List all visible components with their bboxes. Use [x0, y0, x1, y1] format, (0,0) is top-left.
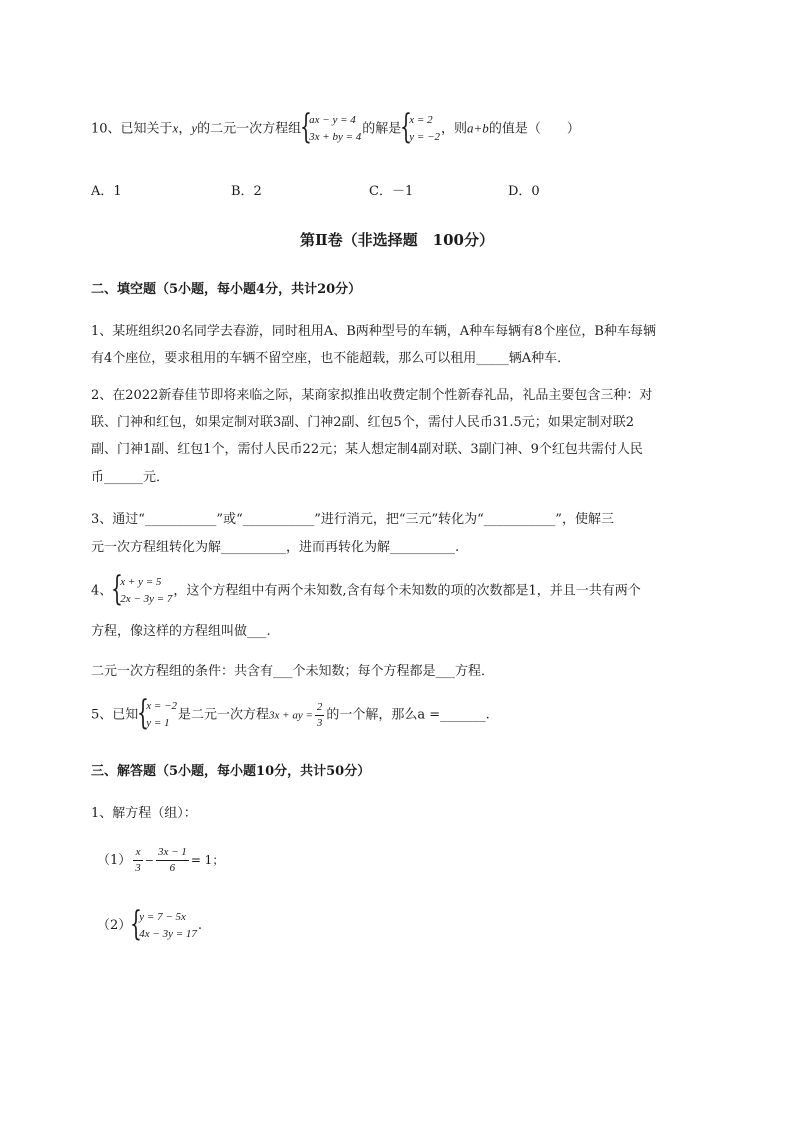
q10-end: 的值是（ ） [488, 121, 580, 137]
fill4-equation-system [113, 574, 172, 608]
solve1-f2-den: 6 [169, 862, 176, 874]
q10-eq2: 3x + by = 4 [309, 131, 362, 143]
section3-title: 三、解答题（5小题，每小题10分，共计50分） [91, 764, 371, 779]
fill1-line2: 有4个座位，要求租用的车辆不留空座，也不能超载，那么可以租用_____辆A种车． [91, 351, 571, 366]
var-x: x [172, 120, 179, 136]
solve1-fraction2 [156, 845, 189, 876]
q10-mid: 的二元一次方程组 [197, 121, 302, 137]
fill5-fraction-den: 3 [316, 716, 323, 729]
fill5-mid: 是二元一次方程 [178, 707, 270, 723]
solve1-f1-den: 3 [135, 862, 141, 874]
fill5-eq1: { x = −2 [146, 700, 178, 712]
fill5-eq2: y = 1 [146, 717, 170, 729]
solve1-f2-num: 3x − 1 [156, 845, 189, 861]
solve1-p2-eq2: 4x − 3y = 17 [139, 927, 197, 940]
q10-s2: y = −2 [409, 131, 441, 143]
solve1-f1-num: x [133, 845, 143, 861]
fill2-line4: 币______元． [91, 470, 170, 485]
fill4-line2: 方程，像这样的方程组叫做___. [91, 624, 271, 639]
fill2-line3: 副、门神1副、红包1个，需付人民币22元；某人想定制4副对联、3副门神、9个红包共需付人民 [91, 442, 643, 457]
option-a: A．1 [91, 184, 122, 199]
fill4-prefix: 4、 [91, 583, 113, 599]
fill3-line1: 3、通过“___________”或“___________”进行消元，把“三元”转化为“___________”，使解三 [91, 512, 614, 527]
fill5-prefix: 5、已知 [91, 707, 139, 723]
solve1-part2-label: （2） [97, 918, 132, 933]
var-ab: a+b [467, 120, 489, 136]
q10-solution-system [402, 112, 440, 146]
fill5-suffix: 的一个解，那么a =_______. [326, 707, 490, 723]
fill4-eq2: 2x − 3y = 7 [120, 593, 173, 605]
q10-prefix: 10、已知关于 [91, 121, 173, 137]
section2-title: 二、填空题（5小题，每小题4分，共计20分） [91, 282, 362, 297]
option-d: D．0 [508, 184, 540, 199]
var-y: y [191, 120, 198, 136]
fill2-line2: 联、门神和红包，如果定制对联3副、门神2副、红包5个，需付人民币31.5元；如果定制对联2 [91, 415, 635, 430]
solve1-rest: = 1； [190, 853, 225, 867]
solve1-p2-end: . [197, 918, 203, 933]
fill5-equation: 3x + ay = [269, 709, 313, 722]
q10-s1: { x = 2 [409, 114, 433, 126]
fill4-line3: 二元一次方程组的条件：共含有___个未知数；每个方程都是___方程． [91, 664, 495, 679]
fill3-line2: 元一次方程组转化为解__________，进而再转化为解__________. [91, 540, 460, 555]
fill4-text: ，这个方程组中有两个未知数,含有每个未知数的项的次数都是1，并且一共有两个 [173, 583, 641, 599]
option-b: B．2 [231, 184, 262, 199]
fill4-line1 [91, 574, 641, 609]
fill5-solution-system [139, 698, 177, 732]
solve1-fraction1 [133, 845, 143, 876]
fill1-line1: 1、某班组织20名同学去春游，同时租用A、B两种型号的车辆，A种车每辆有8个座位，B种车每辆 [91, 324, 656, 339]
option-c: C．－1 [369, 184, 414, 199]
fill5-fraction [315, 700, 325, 731]
solve1-p2-eq1: { y = 7 − 5x [139, 910, 186, 923]
solve1-part1 [97, 842, 224, 879]
solve1-title: 1、解方程（组）： [91, 806, 197, 821]
part2-title: 第Ⅱ卷（非选择题 100分） [300, 231, 494, 249]
solve1-equation-system [132, 909, 197, 943]
q10-suffix: ，则 [441, 121, 468, 137]
solve1-minus: − [144, 854, 154, 867]
solve1-part2 [97, 908, 202, 944]
fill5-fraction-num: 2 [315, 700, 325, 716]
q10-comma: ， [178, 121, 192, 137]
fill4-eq1: { x + y = 5 [120, 576, 162, 588]
q10-eq1: { ax − y = 4 [309, 114, 356, 126]
q10-mid2: 的解是 [362, 121, 402, 137]
question-10 [91, 112, 580, 146]
fill2-line1: 2、在2022新春佳节即将来临之际，某商家拟推出收费定制个性新春礼品，礼品主要包含三种：对 [91, 388, 653, 403]
q10-equation-system [302, 112, 361, 146]
fill5-line [91, 698, 490, 733]
solve1-part1-label: （1） [97, 853, 132, 868]
